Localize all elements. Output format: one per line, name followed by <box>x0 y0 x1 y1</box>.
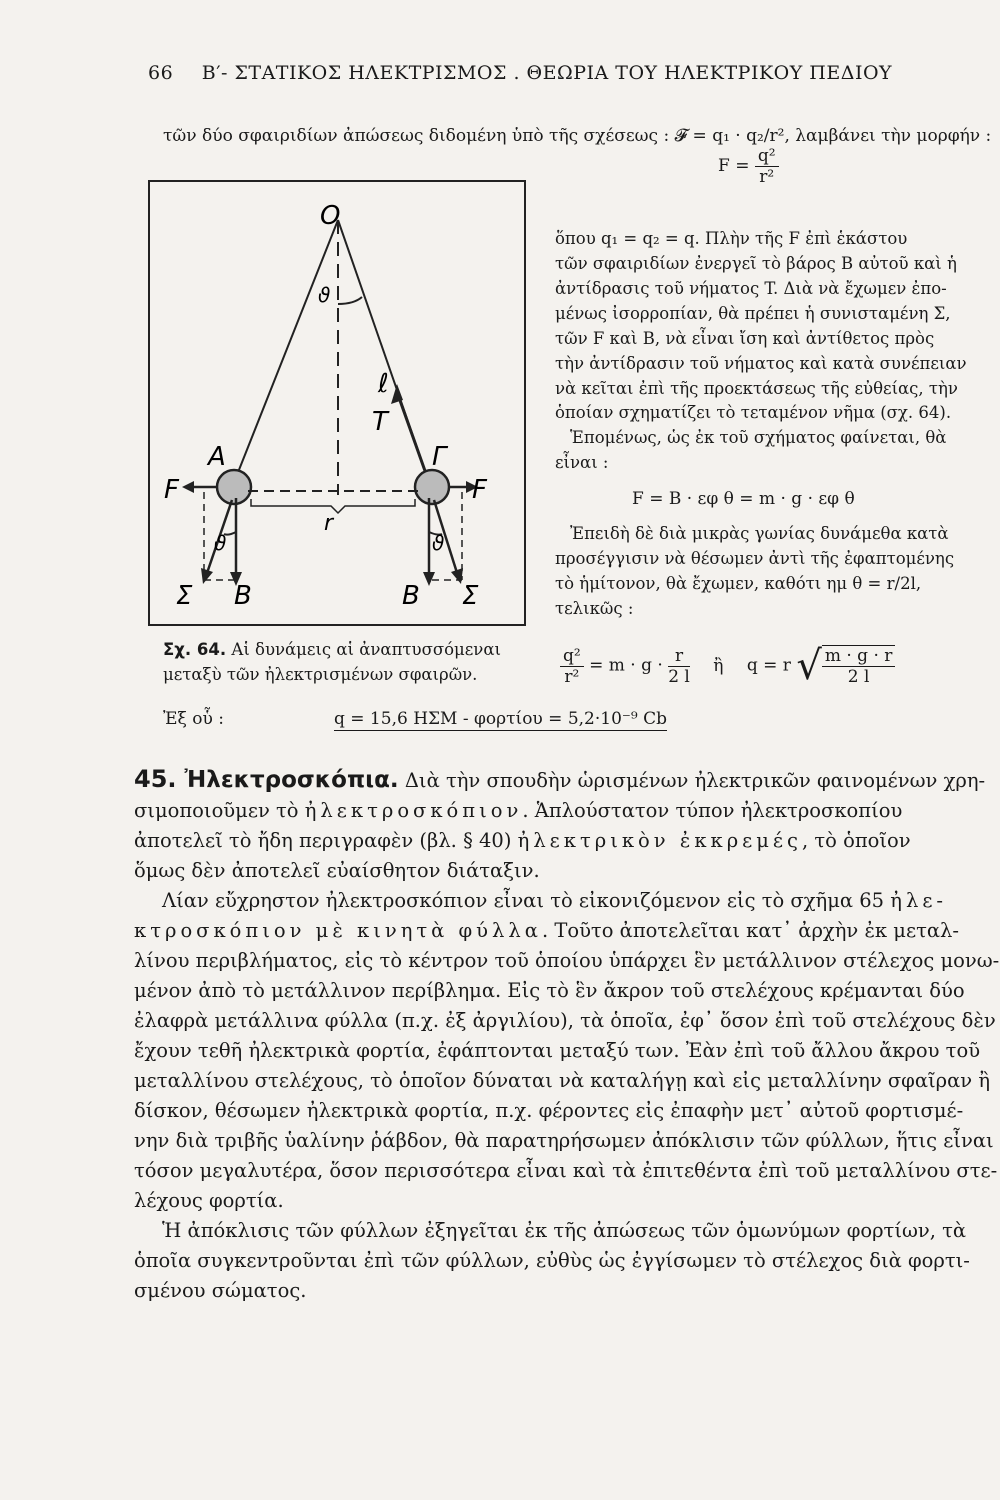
eq1-lhs: F = <box>718 156 750 176</box>
label-O: O <box>320 201 341 231</box>
spaced-term: ἠλε- <box>890 889 948 912</box>
label-F-left: F <box>164 475 179 505</box>
resultant-left-arrowhead <box>201 568 213 584</box>
eq3-sqrt-fraction <box>822 645 896 687</box>
text-run: , τὸ ὁποῖον <box>801 829 911 852</box>
right-line: εἶναι : <box>555 453 609 472</box>
result-value: q = 15,6 ΗΣΜ - φορτίου = 5,2·10⁻⁹ Cb <box>334 709 667 729</box>
sqrt-sign: √ <box>796 643 822 689</box>
equation-coulomb <box>718 146 779 187</box>
label-Gamma: Γ <box>432 442 447 472</box>
right-line: τῶν F καὶ B, νὰ εἶναι ἴση καὶ ἀντίθετος πρὸς <box>555 329 935 348</box>
intro-line: τῶν δύο σφαιριδίων ἀπώσεως διδομένη ὑπὸ τῆς σχέσεως : 𝓕 = q₁ · q₂/r², λαμβάνει τὴν μορφήν : <box>163 126 992 146</box>
figure-64 <box>148 180 528 628</box>
p3-line: Ἡ ἀπόκλισις τῶν φύλλων ἐξηγεῖται ἐκ τῆς ἀπώσεως τῶν ὁμωνύμων φορτίων, τὰ <box>162 1219 967 1242</box>
eq3-sqrt-num: m · g · r <box>822 646 896 667</box>
p2-line: ἔχουν τεθῆ ἠλεκτρικὰ φορτία, ἐφάπτονται μεταξύ των. Ἐὰν ἐπὶ τοῦ ἄλλου ἄκρου τοῦ <box>134 1039 981 1062</box>
p1-line-2 <box>134 799 962 822</box>
right-line: τῶν σφαιριδίων ἐνεργεῖ τὸ βάρος B αὐτοῦ καὶ ἡ <box>555 254 957 273</box>
label-T: T <box>372 407 388 437</box>
eq3-f1-den: r² <box>564 666 580 687</box>
label-theta-left: ϑ <box>214 531 227 555</box>
eq3-f2-num: r <box>668 646 690 667</box>
label-B-left: B <box>234 581 252 611</box>
right-line: ὅπου q₁ = q₂ = q. Πλὴν τῆς F ἐπὶ ἑκάστου <box>555 229 908 248</box>
right-line: τὸ ἡμίτονον, θὰ ἔχωμεν, καθότι ημ θ = r/2l, <box>555 574 922 593</box>
p1-line-1: Διὰ τὴν σπουδὴν ὡρισμένων ἠλεκτρικῶν φαινομένων χρη- <box>398 769 986 792</box>
eq3-f1-num: q² <box>560 646 584 667</box>
caption-text-1: Αἱ δυνάμεις αἱ ἀναπτυσσόμεναι <box>226 640 501 659</box>
eq3-fraction-2 <box>668 646 690 687</box>
label-theta-right: ϑ <box>432 531 445 555</box>
p2-line: μένον ἀπὸ τὸ μετάλλινον περίβλημα. Εἰς τὸ ἓν ἄκρον τοῦ στελέχους κρέμανται δύο <box>134 979 965 1002</box>
section-heading-line <box>134 765 986 793</box>
eq3-mid: = m · g · <box>589 655 663 676</box>
figure-caption-line-1 <box>163 640 501 659</box>
spaced-term: κτροσκόπιον μὲ κινητὰ φύλλα <box>134 919 542 942</box>
right-line: τελικῶς : <box>555 599 634 618</box>
eq1-denominator: r² <box>759 167 775 187</box>
theta-arc-top <box>338 297 362 304</box>
label-l: ℓ <box>378 369 389 399</box>
sphere-a <box>217 470 251 504</box>
equation-final <box>560 643 895 689</box>
thread-left <box>233 220 338 485</box>
eq1-numerator: q² <box>755 146 779 167</box>
section-title: Ἠλεκτροσκόπια. <box>184 767 399 793</box>
spaced-term: ἠλεκτρικὸν ἐκκρεμές <box>517 829 802 852</box>
header-title: Β′- ΣΤΑΤΙΚΟΣ ΗΛΕΚΤΡΙΣΜΟΣ . ΘΕΩΡΙΑ ΤΟΥ ΗΛΕΚΤΡΙΚΟΥ ΠΕΔΙΟΥ <box>201 62 893 84</box>
right-line: ἀντίδρασις τοῦ νήματος T. Διὰ νὰ ἔχωμεν ἐπο- <box>555 279 947 298</box>
caption-number: Σχ. 64. <box>163 640 227 659</box>
section-number: 45. <box>134 765 177 793</box>
p2-line: λέχους φορτία. <box>134 1189 284 1212</box>
running-header <box>148 62 948 84</box>
sphere-gamma <box>415 470 449 504</box>
figure-caption-line-2: μεταξὺ τῶν ἠλεκτρισμένων σφαιρῶν. <box>163 665 478 684</box>
label-Sigma-left: Σ <box>176 581 193 611</box>
right-line: τὴν ἀντίδρασιν τοῦ νήματος καὶ κατὰ συνέπειαν <box>555 354 967 373</box>
p3-line: σμένου σώματος. <box>134 1279 307 1302</box>
label-A: A <box>208 442 226 472</box>
text-run: . Τοῦτο ἀποτελεῖται κατ᾽ ἀρχὴν ἐκ μεταλ- <box>541 919 959 942</box>
p2-line-2 <box>134 919 962 942</box>
right-line: μένως ἰσορροπίαν, θὰ πρέπει ἡ συνισταμένη Σ, <box>555 304 951 323</box>
label-F-right: F <box>472 475 487 505</box>
weight-right-arrowhead <box>423 572 435 586</box>
right-line: Ἐπειδὴ δὲ διὰ μικρὰς γωνίας δυνάμεθα κατὰ <box>570 524 949 543</box>
eq3-q: q = r <box>746 655 791 676</box>
text-run: σιμοποιοῦμεν τὸ <box>134 799 305 822</box>
label-r: r <box>324 511 334 536</box>
eq3-or: ἢ <box>713 655 724 676</box>
eq3-f2-den: 2 l <box>668 666 690 687</box>
eq3-sqrt-den: 2 l <box>847 667 870 687</box>
force-left-arrowhead <box>182 481 194 493</box>
p1-line-4: ὅμως δὲν ἀποτελεῖ εὐαίσθητον διάταξιν. <box>134 859 540 882</box>
p1-line-3 <box>134 829 962 852</box>
right-line: νὰ κεῖται ἐπὶ τῆς προεκτάσεως τῆς εὐθείας, τὴν <box>555 379 958 398</box>
text-run: Λίαν εὔχρηστον ἠλεκτροσκόπιον εἶναι τὸ εἰκονιζόμενον εἰς τὸ σχῆμα 65 <box>162 889 891 912</box>
p2-line: τόσον μεγαλυτέρα, ὅσον περισσότερα εἶναι καὶ τὰ ἐπιτεθέντα ἐπὶ τοῦ μεταλλίνου στε- <box>134 1159 998 1182</box>
right-line: προσέγγισιν νὰ θέσωμεν ἀντὶ τῆς ἐφαπτομένης <box>555 549 955 568</box>
equation-tangent: F = B · εφ θ = m · g · εφ θ <box>632 489 855 509</box>
text-run: ἀποτελεῖ τὸ ἤδη περιγραφὲν (βλ. § 40) <box>134 829 518 852</box>
label-Sigma-right: Σ <box>462 581 479 611</box>
p2-line: λίνου περιβλήματος, εἰς τὸ κέντρον τοῦ ὁποίου ὑπάρχει ἓν μετάλλινον στέλεχος μονω- <box>134 949 1000 972</box>
p3-line: ὁποῖα συγκεντροῦνται ἐπὶ τῶν φύλλων, εὐθὺς ὡς ἐγγίσωμεν τὸ στέλεχος διὰ φορτι- <box>134 1249 970 1272</box>
spaced-term: ἠλεκτροσκόπιον <box>304 799 523 822</box>
p2-line: μεταλλίνου στελέχους, τὸ ὁποῖον δύναται νὰ καταλήγῃ καὶ εἰς μεταλλίνην σφαῖραν ἢ <box>134 1069 991 1092</box>
label-theta-top: ϑ <box>318 283 331 307</box>
right-line: ὁποίαν σχηματίζει τὸ τεταμένον νῆμα (σχ. 64). <box>555 403 952 422</box>
p2-line: νην διὰ τριβῆς ὑαλίνην ῥάβδον, θὰ παρατηρήσωμεν ἀπόκλισιν τῶν φύλλων, ἥτις εἶναι <box>134 1129 994 1152</box>
page-number: 66 <box>148 62 174 84</box>
eq1-fraction <box>755 146 779 187</box>
result-prefix: Ἐξ οὗ : <box>163 709 224 729</box>
eq3-fraction-1 <box>560 646 584 687</box>
p2-line: δίσκον, θέσωμεν ἠλεκτρικὰ φορτία, π.χ. φέροντες εἰς ἐπαφὴν μετ᾽ αὐτοῦ φορτισμέ- <box>134 1099 964 1122</box>
p2-line-1 <box>162 889 962 912</box>
label-B-right: B <box>402 581 420 611</box>
p2-line: ἐλαφρὰ μετάλλινα φύλλα (π.χ. ἐξ ἀργιλίου), τὰ ὁποῖα, ἐφ᾽ ὅσον ἐπὶ τοῦ στελέχους δὲν <box>134 1009 996 1032</box>
right-line: Ἑπομένως, ὡς ἐκ τοῦ σχήματος φαίνεται, θὰ <box>570 428 947 447</box>
text-run: . Ἁπλούστατον τύπον ἠλεκτροσκοπίου <box>522 799 903 822</box>
